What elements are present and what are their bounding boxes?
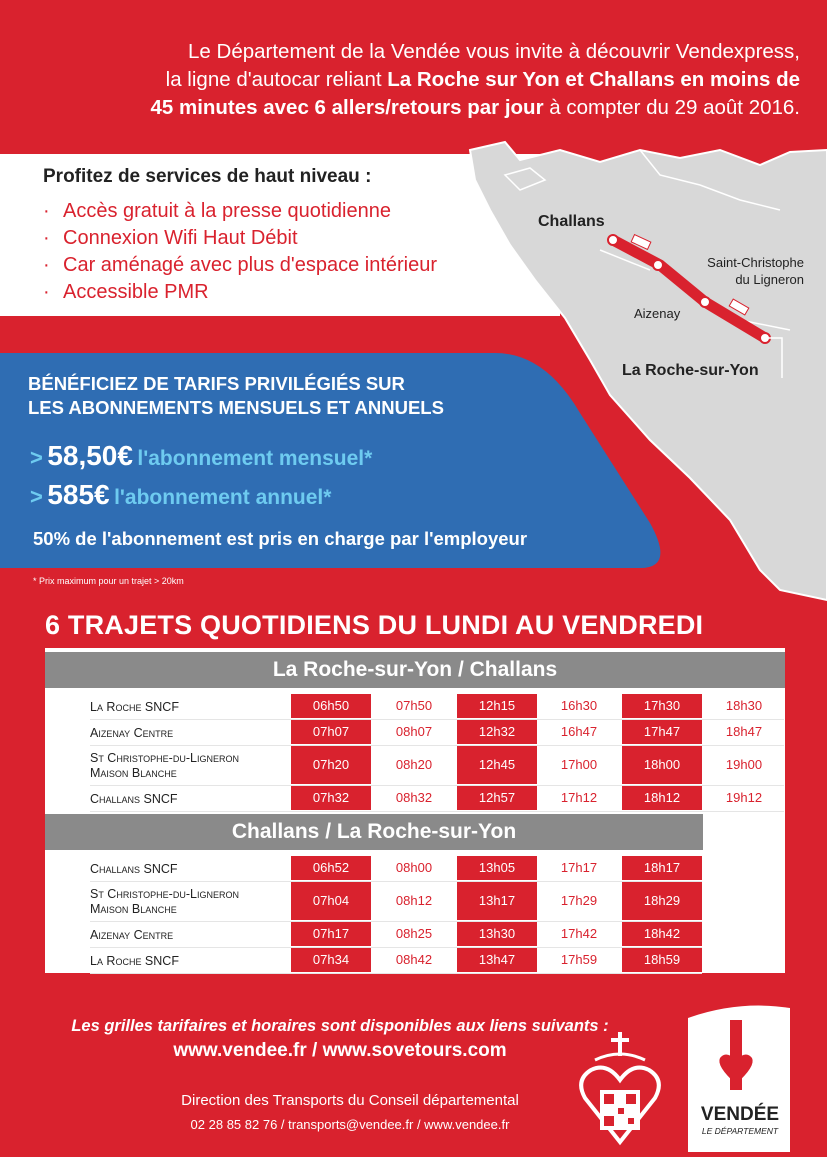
bullet-icon: · [43,227,50,249]
time-cell: 06h50 [291,694,371,718]
time-cell: 17h47 [622,720,702,744]
service-item: · Accessible PMR [43,279,437,306]
time-cell: 18h47 [725,724,763,739]
time-cell: 07h04 [291,882,371,920]
stop-name-line: Challans SNCF [90,861,178,876]
intro-line-3b: à compter du 29 août 2016. [543,96,800,119]
time-cell: 19h12 [725,790,763,805]
stop-name [90,751,239,781]
stop-name-line: Aizenay Centre [90,725,174,740]
table-row [45,720,785,746]
logo-name: VENDÉE [700,1104,780,1125]
intro-line-2b: La Roche sur Yon et Challans en moins de [387,68,800,91]
time-cell: 08h07 [395,724,433,739]
inbound-header: Challans / La Roche-sur-Yon [45,814,703,850]
stop-saint-christophe [653,260,663,270]
stop-name-line: La Roche SNCF [90,953,179,968]
time-cell: 17h59 [560,952,598,967]
links-intro: Les grilles tarifaires et horaires sont disponibles aux liens suivants : [71,1017,609,1035]
time-cell: 06h52 [291,856,371,880]
time-cell: 17h42 [560,926,598,941]
bullet-icon: · [43,200,50,222]
stop-name-line: Maison Blanche [90,902,177,916]
map-label-la-roche: La Roche-sur-Yon [622,362,759,379]
time-cell: 16h30 [560,698,598,713]
time-cell: 17h29 [560,893,598,908]
time-cell: 17h00 [560,757,598,772]
bullet-icon: · [43,254,50,276]
time-cell: 18h00 [622,746,702,784]
time-cell: 07h17 [291,922,371,946]
time-cell: 12h32 [457,720,537,744]
time-cell: 08h25 [395,926,433,941]
service-item: · Car aménagé avec plus d'espace intérieur [43,252,437,279]
table-row [45,746,785,786]
monthly-label: l'abonnement mensuel* [137,447,373,470]
bullet-icon: · [43,281,50,303]
time-cell: 17h12 [560,790,598,805]
chevron-right-icon: > [30,484,43,509]
time-cell: 18h30 [725,698,763,713]
time-cell: 18h17 [622,856,702,880]
stop-challans [608,235,618,245]
monthly-amount: 58,50€ [47,440,133,471]
time-cell: 19h00 [725,757,763,772]
stop-name [90,792,178,807]
time-cell: 13h17 [457,882,537,920]
time-cell: 17h30 [622,694,702,718]
timetable [45,648,785,973]
time-cell: 18h59 [622,948,702,972]
table-row [45,948,785,974]
time-cell: 18h29 [622,882,702,920]
annual-price [30,479,331,511]
stop-name-line: St Christophe-du-Ligneron [90,751,239,765]
time-cell: 08h42 [395,952,433,967]
time-cell: 18h12 [622,786,702,810]
stop-name [90,700,179,715]
logo-text [690,1104,790,1136]
table-row [45,922,785,948]
stop-name [90,726,173,741]
time-cell: 08h12 [395,893,433,908]
time-cell: 07h20 [291,746,371,784]
table-row [45,882,785,922]
stop-name [90,887,239,917]
contact-text: 02 28 85 82 76 / transports@vendee.fr / www.vendee.fr [190,1117,510,1132]
price-footnote: * Prix maximum pour un trajet > 20km [33,576,184,586]
outbound-header: La Roche-sur-Yon / Challans [45,652,785,688]
time-cell: 12h45 [457,746,537,784]
time-cell: 12h57 [457,786,537,810]
stop-name-line: Challans SNCF [90,791,178,806]
stop-name-line: La Roche SNCF [90,699,179,714]
annual-label: l'abonnement annuel* [114,486,332,509]
time-cell: 17h17 [560,860,598,875]
map-label-saint-christophe: Saint-Christophe du Ligneron [707,255,804,287]
monthly-price [30,440,372,472]
time-cell: 13h30 [457,922,537,946]
direction-text: Direction des Transports du Conseil départemental [181,1092,519,1109]
time-cell: 16h47 [560,724,598,739]
time-cell: 07h50 [395,698,433,713]
table-row [45,694,785,720]
stop-name-line: Maison Blanche [90,766,177,780]
map-label-challans: Challans [538,213,605,230]
time-cell: 13h05 [457,856,537,880]
logo-subtitle: LE DÉPARTEMENT [701,1126,779,1136]
time-cell: 07h32 [291,786,371,810]
stop-name [90,862,178,877]
time-cell: 08h32 [395,790,433,805]
chevron-right-icon: > [30,445,43,470]
row-divider [90,973,702,974]
stop-name [90,954,179,969]
vendee-emblem [575,1030,665,1148]
stop-aizenay [700,297,710,307]
services-title: Profitez de services de haut niveau : [43,166,372,187]
stop-name [90,928,173,943]
annual-amount: 585€ [47,479,110,510]
intro-line-2a: la ligne d'autocar reliant [165,68,388,91]
stop-name-line: Aizenay Centre [90,927,174,942]
service-item: · Connexion Wifi Haut Débit [43,225,437,252]
time-cell: 07h07 [291,720,371,744]
stop-name-line: St Christophe-du-Ligneron [90,887,239,901]
time-cell: 12h15 [457,694,537,718]
services-list [43,198,437,306]
time-cell: 08h20 [395,757,433,772]
intro-line-1: Le Département de la Vendée vous invite à découvrir Vendexpress, [188,40,800,63]
timetable-title: 6 TRAJETS QUOTIDIENS DU LUNDI AU VENDREDI [45,610,704,640]
table-row [45,856,785,882]
time-cell: 08h00 [395,860,433,875]
row-divider [90,811,784,812]
service-item: · Accès gratuit à la presse quotidienne [43,198,437,225]
links[interactable]: www.vendee.fr / www.sovetours.com [173,1040,507,1061]
map-label-aizenay: Aizenay [634,306,681,321]
employer-note: 50% de l'abonnement est pris en charge par l'employeur [33,528,528,549]
table-row [45,786,785,812]
intro-line-3a: 45 minutes avec 6 allers/retours par jour [150,96,544,119]
time-cell: 07h34 [291,948,371,972]
tarifs-title: BÉNÉFICIEZ DE TARIFS PRIVILÉGIÉS SUR LES ABONNEMENTS MENSUELS ET ANNUELS [28,373,444,418]
time-cell: 18h42 [622,922,702,946]
time-cell: 13h47 [457,948,537,972]
